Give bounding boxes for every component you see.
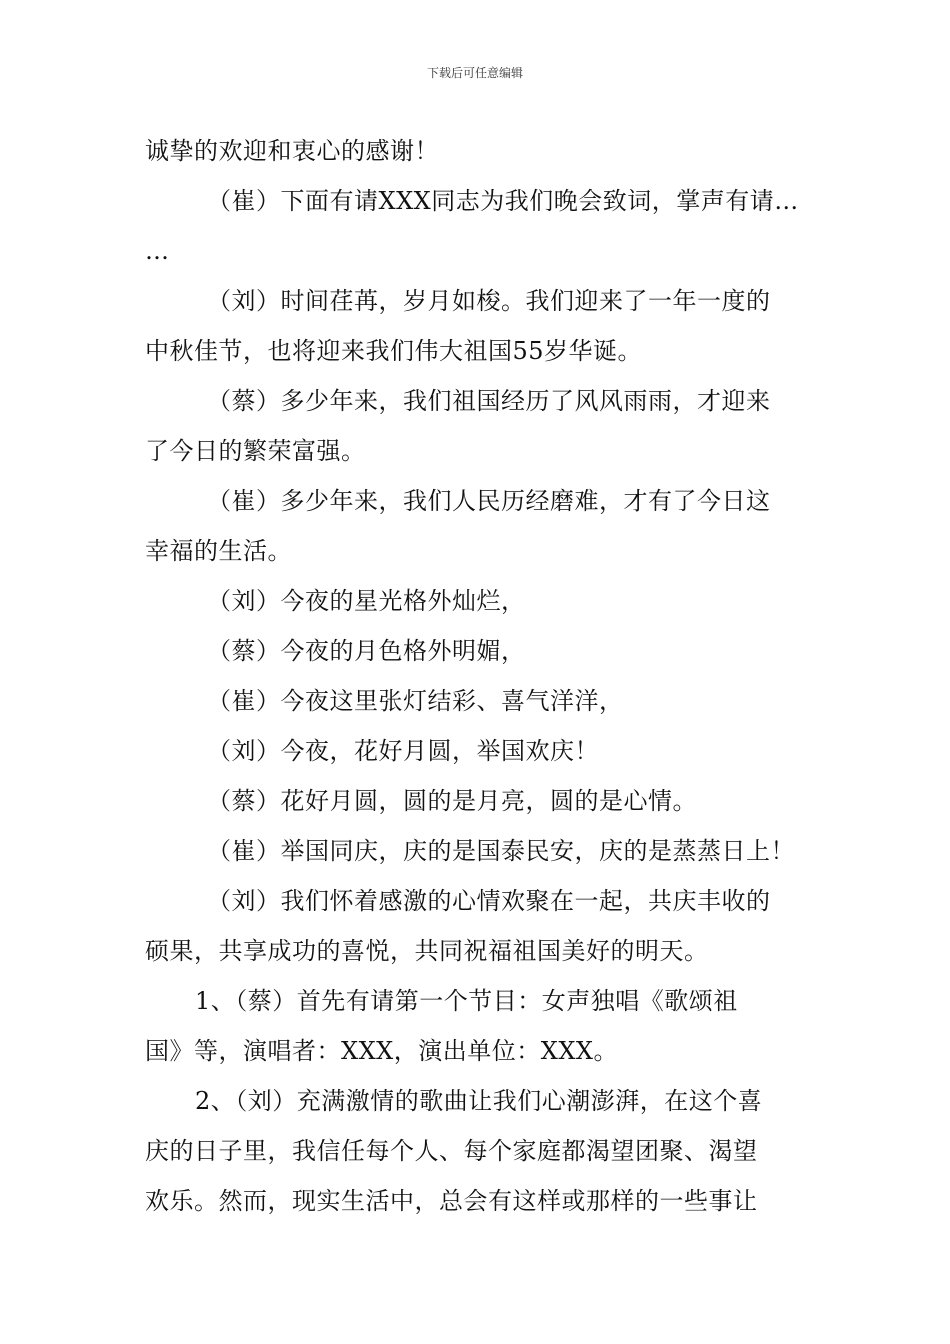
text-line: 幸福的生活。 bbox=[145, 537, 292, 565]
page-header: 下载后可任意编辑 bbox=[426, 66, 523, 80]
text-line: （崔）举国同庆，庆的是国泰民安，庆的是蒸蒸日上！ bbox=[207, 837, 795, 865]
text-line: （蔡）今夜的月色格外明媚， bbox=[207, 637, 526, 665]
text-line: （蔡）多少年来，我们祖国经历了风风雨雨，才迎来 bbox=[207, 387, 771, 415]
text-line: （崔）今夜这里张灯结彩、喜气洋洋， bbox=[207, 687, 624, 715]
text-line: （崔）多少年来，我们人民历经磨难，才有了今日这 bbox=[207, 487, 771, 515]
text-line: （刘）今夜的星光格外灿烂， bbox=[207, 587, 526, 615]
text-line: 欢乐。然而，现实生活中，总会有这样或那样的一些事让 bbox=[145, 1187, 758, 1215]
text-line: （崔）下面有请XXX同志为我们晚会致词，掌声有请… bbox=[207, 187, 799, 215]
text-line: 1、（蔡）首先有请第一个节目：女声独唱《歌颂祖 bbox=[195, 987, 738, 1015]
text-line: 2、（刘）充满激情的歌曲让我们心潮澎湃，在这个喜 bbox=[195, 1087, 763, 1115]
text-line: 了今日的繁荣富强。 bbox=[145, 437, 366, 465]
text-line: 硕果，共享成功的喜悦，共同祝福祖国美好的明天。 bbox=[145, 937, 709, 965]
text-line: 庆的日子里，我信任每个人、每个家庭都渴望团聚、渴望 bbox=[145, 1137, 758, 1165]
text-line: … bbox=[145, 237, 170, 265]
text-line: （刘）我们怀着感激的心情欢聚在一起，共庆丰收的 bbox=[207, 887, 771, 915]
text-line: 国》等，演唱者：XXX，演出单位：XXX。 bbox=[145, 1037, 619, 1065]
text-line: （蔡）花好月圆，圆的是月亮，圆的是心情。 bbox=[207, 787, 697, 815]
text-line: （刘）时间荏苒，岁月如梭。我们迎来了一年一度的 bbox=[207, 287, 771, 315]
text-line: （刘）今夜，花好月圆，举国欢庆！ bbox=[207, 737, 599, 765]
text-line: 中秋佳节，也将迎来我们伟大祖国55岁华诞。 bbox=[145, 337, 643, 365]
text-line: 诚挚的欢迎和衷心的感谢！ bbox=[145, 137, 439, 165]
